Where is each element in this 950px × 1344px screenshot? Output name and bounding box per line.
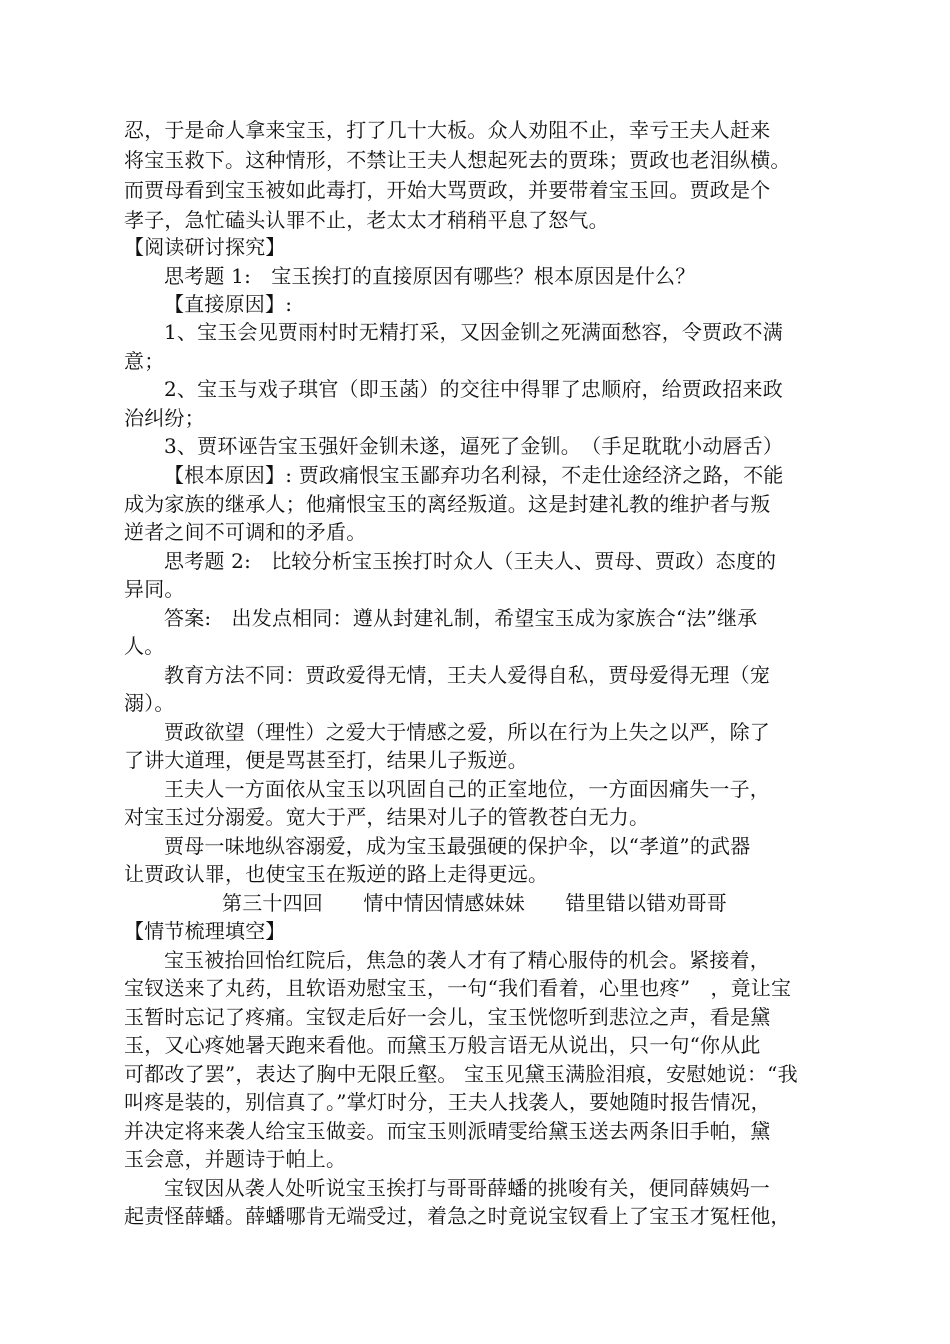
text-line: 玉，又心疼她暑天跑来看他。而黛玉万般言语无从说出，只一句“你从此 xyxy=(124,1033,761,1057)
text-line: 人。 xyxy=(124,634,165,658)
text-line: 了讲大道理，便是骂甚至打，结果儿子叛逆。 xyxy=(124,748,528,772)
text-line: 【根本原因】: 贾政痛恨宝玉鄙弃功名利禄，不走仕途经济之路，不能 xyxy=(164,463,784,487)
text-line: 教育方法不同：贾政爱得无情，王夫人爱得自私，贾母爱得无理（宠 xyxy=(164,663,770,687)
text-line: 而贾母看到宝玉被如此毒打，开始大骂贾政，并要带着宝玉回。贾政是个 xyxy=(124,178,771,202)
text-line: 1、宝玉会见贾雨村时无精打采，又因金钏之死满面愁容，令贾政不满 xyxy=(164,320,783,344)
text-line: 宝钗送来了丸药，且软语劝慰宝玉，一句“我们看着，心里也疼” ，竟让宝 xyxy=(124,976,792,1000)
text-line: 玉会意，并题诗于帕上。 xyxy=(124,1147,347,1171)
text-line: 可都改了罢”，表达了胸中无限丘壑。 宝玉见黛玉满脸泪痕，安慰她说：“我 xyxy=(124,1062,798,1086)
section-heading: 【阅读研讨探究】 xyxy=(124,235,286,259)
text-line: 叫疼是装的，别信真了。”掌灯时分，王夫人找袭人，要她随时报告情况， xyxy=(124,1090,771,1114)
text-line: 答案: 出发点相同：遵从封建礼制，希望宝玉成为家族合“法”继承 xyxy=(164,606,758,630)
chapter-title: 第三十四回 情中情因情感妹妹 错里错以错劝哥哥 xyxy=(222,891,727,915)
text-line: 宝钗因从袭人处听说宝玉挨打与哥哥薛蟠的挑唆有关，便同薛姨妈一 xyxy=(164,1176,770,1200)
question-heading: 思考题 1: 宝玉挨打的直接原因有哪些？根本原因是什么？ xyxy=(164,264,696,288)
text-line: 将宝玉救下。这种情形，不禁让王夫人想起死去的贾珠；贾政也老泪纵横。 xyxy=(124,148,791,172)
text-line: 并决定将来袭人给宝玉做妾。而宝玉则派晴雯给黛玉送去两条旧手帕，黛 xyxy=(124,1119,771,1143)
text-line: 贾母一味地纵容溺爱，成为宝玉最强硬的保护伞，以“孝道”的武器 xyxy=(164,834,751,858)
text-line: 溺）。 xyxy=(124,691,175,715)
text-line: 3、贾环诬告宝玉强奸金钏未遂，逼死了金钏。 （手足耽耽小动唇舌） xyxy=(164,434,784,458)
text-line: 宝玉被抬回怡红院后，焦急的袭人才有了精心服侍的机会。紧接着， xyxy=(164,948,770,972)
text-line: 成为家族的继承人；他痛恨宝玉的离经叛道。这是封建礼教的维护者与叛 xyxy=(124,492,771,516)
text-line: 逆者之间不可调和的矛盾。 xyxy=(124,520,367,544)
subheading: 【直接原因】: xyxy=(164,292,293,316)
question-heading: 思考题 2: 比较分析宝玉挨打时众人（王夫人、贾母、贾政）态度的 xyxy=(164,549,777,573)
text-line: 贾政欲望（理性）之爱大于情感之爱，所以在行为上失之以严，除了 xyxy=(164,720,770,744)
text-line: 治纠纷； xyxy=(124,406,205,430)
text-line: 王夫人一方面依从宝玉以巩固自己的正室地位，一方面因痛失一子， xyxy=(164,777,770,801)
text-line: 意； xyxy=(124,349,165,373)
section-heading: 【情节梳理填空】 xyxy=(124,919,286,943)
text-line: 对宝玉过分溺爱。宽大于严，结果对儿子的管教苍白无力。 xyxy=(124,805,650,829)
text-line: 异同。 xyxy=(124,577,185,601)
text-line: 忍，于是命人拿来宝玉，打了几十大板。众人劝阻不止，幸亏王夫人赶来 xyxy=(124,118,771,142)
text-line: 2、宝玉与戏子琪官（即玉菡）的交往中得罪了忠顺府，给贾政招来政 xyxy=(164,377,783,401)
text-line: 起责怪薛蟠。薛蟠哪肯无端受过，着急之时竟说宝钗看上了宝玉才冤枉他， xyxy=(124,1204,791,1228)
text-line: 玉暂时忘记了疼痛。宝钗走后好一会儿，宝玉恍惚听到悲泣之声，看是黛 xyxy=(124,1005,771,1029)
text-line: 让贾政认罪，也使宝玉在叛逆的路上走得更远。 xyxy=(124,862,549,886)
text-line: 孝子，急忙磕头认罪不止，老太太才稍稍平息了怒气。 xyxy=(124,208,609,232)
